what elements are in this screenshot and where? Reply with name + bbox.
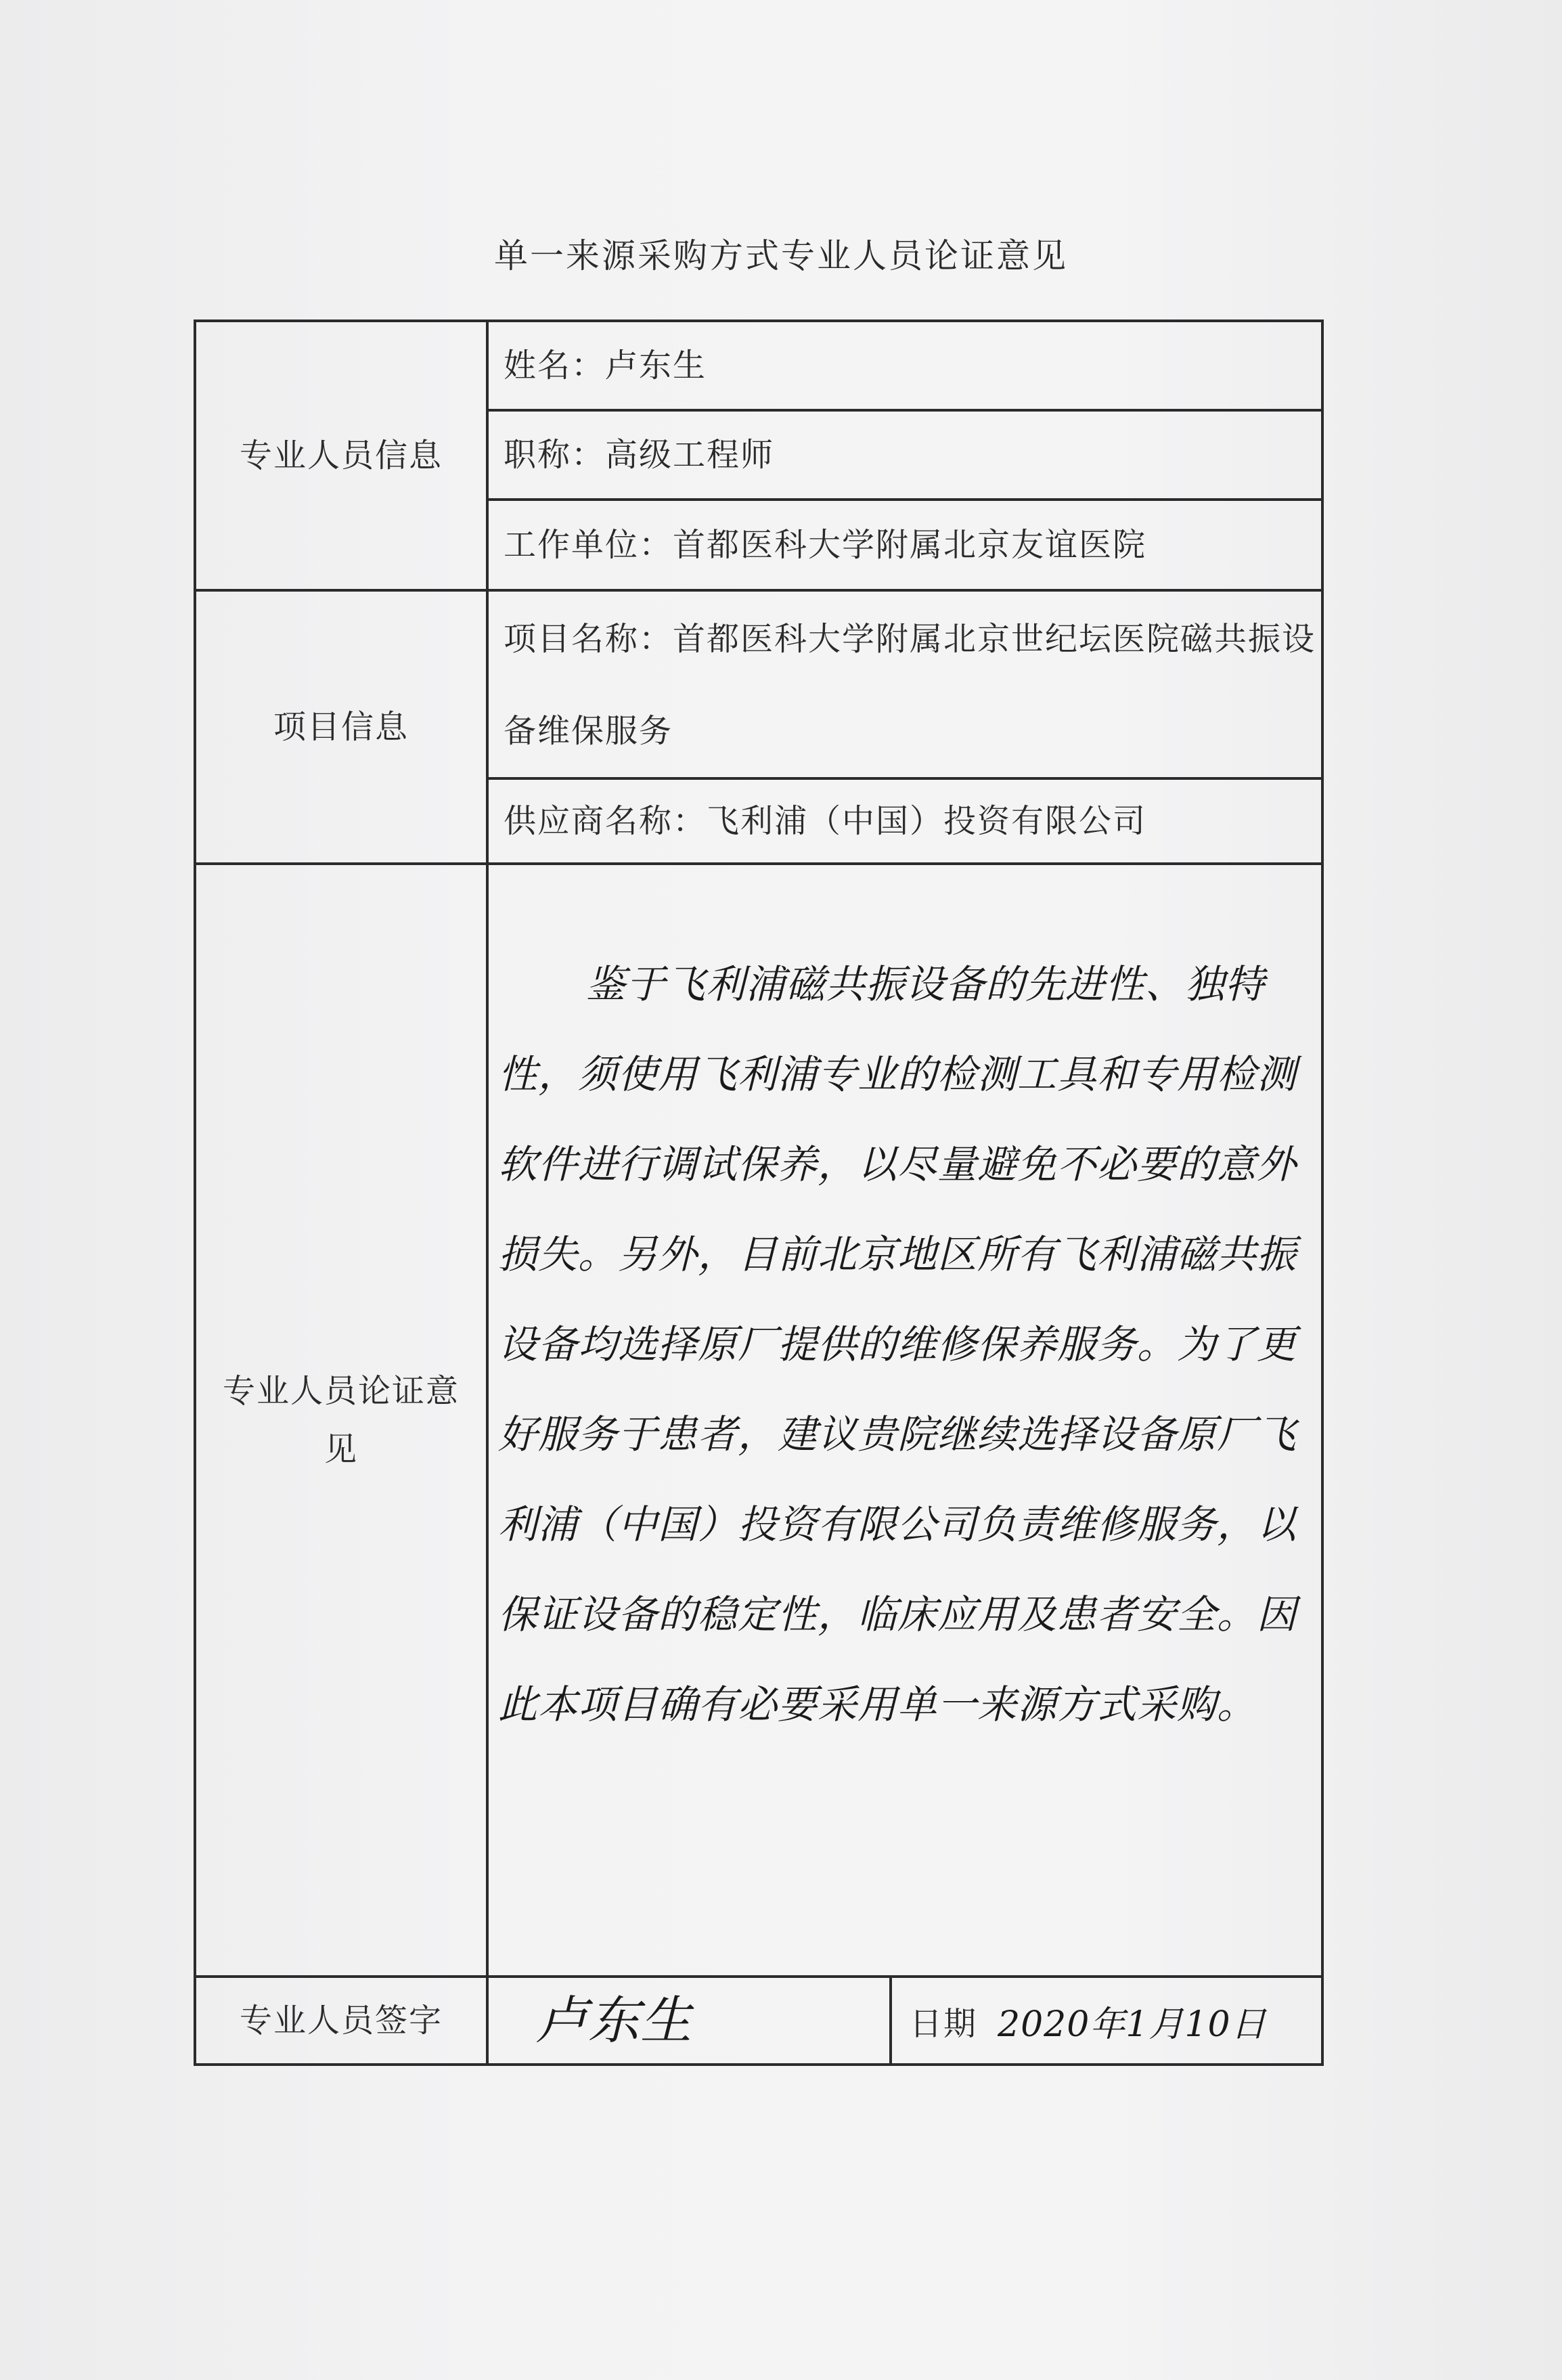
- expert-info-label: 专业人员信息: [195, 321, 487, 590]
- opinion-label: 专业人员论证意见: [195, 864, 487, 1977]
- document-title: 单一来源采购方式专业人员论证意见: [494, 236, 1068, 276]
- row-expert-name: [195, 321, 1322, 410]
- project-info-label: 项目信息: [195, 590, 487, 864]
- signature-handwritten-name: 卢东生: [489, 1978, 892, 2063]
- date-handwritten-value: 2020年1月10日: [998, 2004, 1267, 2045]
- project-name: 项目名称：首都医科大学附属北京世纪坛医院磁共振设备维保服务: [487, 590, 1322, 778]
- argument-form-table: [194, 319, 1324, 2066]
- expert-title: 职称：高级工程师: [487, 410, 1322, 500]
- row-opinion: [195, 864, 1322, 1977]
- supplier-name: 供应商名称：飞利浦（中国）投资有限公司: [487, 778, 1322, 864]
- expert-employer: 工作单位：首都医科大学附属北京友谊医院: [487, 500, 1322, 590]
- opinion-cell: [487, 864, 1322, 1977]
- date-label: 日期: [910, 2004, 978, 2043]
- row-signature: [195, 1977, 1322, 2065]
- expert-name: 姓名：卢东生: [487, 321, 1322, 410]
- row-project-name: [195, 590, 1322, 778]
- signature-label: 专业人员签字: [195, 1977, 487, 2065]
- signature-cell: [487, 1977, 1322, 2065]
- opinion-handwritten-text: 鉴于飞利浦磁共振设备的先进性、独特性，须使用飞利浦专业的检测工具和专用检测软件进行调试保养，以尽量避免不必要的意外损失。另外，目前北京地区所有飞利浦磁共振设备均选择原厂提供的维修保养服务。为了更好服务于患者，建议贵院继续选择设备原厂飞利浦（中国）投资有限公司负责维修服务，以保证设备的稳定性，临床应用及患者安全。因此本项目确有必要采用单一来源方式采购。: [498, 961, 1297, 1727]
